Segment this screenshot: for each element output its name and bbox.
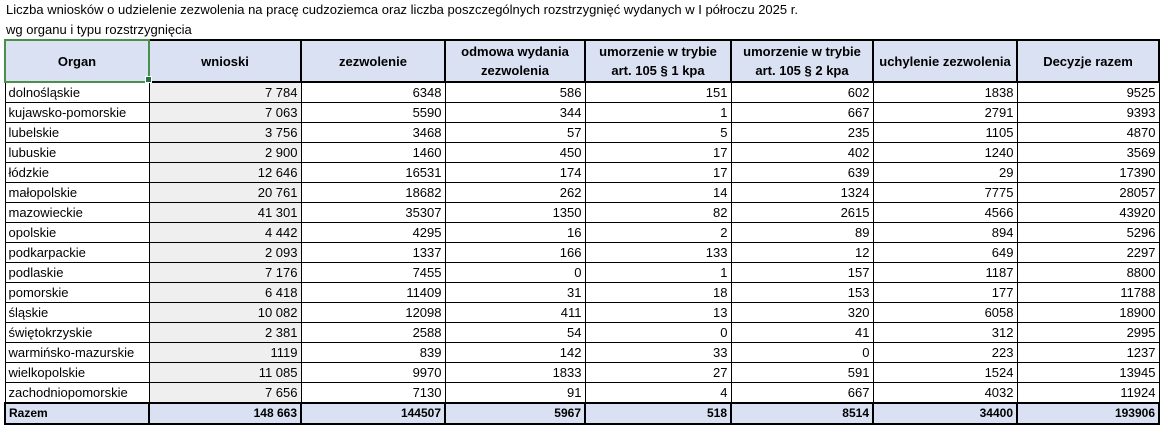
cell-odmowa[interactable]: 174: [445, 163, 585, 183]
cell-odmowa[interactable]: 586: [445, 82, 585, 103]
cell-umorzenie-2[interactable]: 1324: [731, 183, 873, 203]
cell-umorzenie-2[interactable]: 89: [731, 223, 873, 243]
cell-wnioski[interactable]: 2 381: [149, 323, 301, 343]
cell-uchylenie[interactable]: 6058: [873, 303, 1017, 323]
table-row: [5, 123, 1159, 143]
selection-fill-handle[interactable]: [145, 76, 152, 83]
cell-odmowa[interactable]: 166: [445, 243, 585, 263]
cell-wnioski[interactable]: 10 082: [149, 303, 301, 323]
cell-decyzje[interactable]: 43920: [1017, 203, 1159, 223]
header-zezwolenie[interactable]: zezwolenie: [301, 40, 445, 82]
table-row: [5, 223, 1159, 243]
cell-decyzje[interactable]: 9525: [1017, 82, 1159, 103]
cell-wnioski[interactable]: 12 646: [149, 163, 301, 183]
cell-decyzje[interactable]: 3569: [1017, 143, 1159, 163]
table-row: [5, 183, 1159, 203]
cell-odmowa[interactable]: 0: [445, 263, 585, 283]
cell-organ[interactable]: zachodniopomorskie: [5, 383, 149, 404]
cell-decyzje[interactable]: 8800: [1017, 263, 1159, 283]
cell-odmowa[interactable]: 411: [445, 303, 585, 323]
cell-umorzenie-1[interactable]: 17: [585, 163, 731, 183]
cell-decyzje[interactable]: 2995: [1017, 323, 1159, 343]
cell-umorzenie-1[interactable]: 18: [585, 283, 731, 303]
header-organ[interactable]: Organ: [5, 40, 149, 82]
cell-organ[interactable]: opolskie: [5, 223, 149, 243]
cell-odmowa[interactable]: 450: [445, 143, 585, 163]
cell-decyzje[interactable]: 17390: [1017, 163, 1159, 183]
cell-zezwolenie[interactable]: 9970: [301, 363, 445, 383]
cell-uchylenie[interactable]: 1240: [873, 143, 1017, 163]
cell-uchylenie[interactable]: 2791: [873, 103, 1017, 123]
cell-organ[interactable]: mazowieckie: [5, 203, 149, 223]
table-row: [5, 323, 1159, 343]
cell-zezwolenie[interactable]: 18682: [301, 183, 445, 203]
cell-zezwolenie[interactable]: 2588: [301, 323, 445, 343]
cell-uchylenie[interactable]: 4566: [873, 203, 1017, 223]
cell-zezwolenie[interactable]: 839: [301, 343, 445, 363]
cell-uchylenie[interactable]: 1105: [873, 123, 1017, 143]
cell-umorzenie-2[interactable]: 320: [731, 303, 873, 323]
total-uchylenie[interactable]: 34400: [873, 403, 1017, 424]
total-label[interactable]: Razem: [5, 403, 149, 424]
table-row: [5, 263, 1159, 283]
cell-umorzenie-1[interactable]: 0: [585, 323, 731, 343]
cell-umorzenie-1[interactable]: 151: [585, 82, 731, 103]
cell-umorzenie-1[interactable]: 2: [585, 223, 731, 243]
data-table: [4, 39, 1160, 425]
cell-organ[interactable]: małopolskie: [5, 183, 149, 203]
cell-organ[interactable]: śląskie: [5, 303, 149, 323]
cell-umorzenie-1[interactable]: 1: [585, 103, 731, 123]
table-row: [5, 82, 1159, 103]
cell-decyzje[interactable]: 28057: [1017, 183, 1159, 203]
cell-umorzenie-2[interactable]: 157: [731, 263, 873, 283]
cell-organ[interactable]: podkarpackie: [5, 243, 149, 263]
cell-umorzenie-2[interactable]: 235: [731, 123, 873, 143]
cell-wnioski[interactable]: 1119: [149, 343, 301, 363]
table-row: [5, 363, 1159, 383]
cell-organ[interactable]: lubelskie: [5, 123, 149, 143]
table-row: [5, 343, 1159, 363]
cell-odmowa[interactable]: 31: [445, 283, 585, 303]
header-uchylenie[interactable]: uchylenie zezwolenia: [873, 40, 1017, 82]
cell-umorzenie-2[interactable]: 602: [731, 82, 873, 103]
cell-decyzje[interactable]: 4870: [1017, 123, 1159, 143]
cell-zezwolenie[interactable]: 5590: [301, 103, 445, 123]
cell-umorzenie-1[interactable]: 82: [585, 203, 731, 223]
table-row: [5, 383, 1159, 404]
header-decyzje[interactable]: Decyzje razem: [1017, 40, 1159, 82]
cell-wnioski[interactable]: 11 085: [149, 363, 301, 383]
cell-decyzje[interactable]: 11924: [1017, 383, 1159, 404]
table-row: [5, 163, 1159, 183]
cell-uchylenie[interactable]: 7775: [873, 183, 1017, 203]
cell-decyzje[interactable]: 2297: [1017, 243, 1159, 263]
cell-zezwolenie[interactable]: 6348: [301, 82, 445, 103]
cell-zezwolenie[interactable]: 3468: [301, 123, 445, 143]
total-row: [5, 403, 1159, 424]
cell-zezwolenie[interactable]: 7130: [301, 383, 445, 404]
cell-umorzenie-1[interactable]: 4: [585, 383, 731, 404]
cell-umorzenie-2[interactable]: 0: [731, 343, 873, 363]
cell-uchylenie[interactable]: 312: [873, 323, 1017, 343]
cell-umorzenie-1[interactable]: 33: [585, 343, 731, 363]
total-odmowa[interactable]: 5967: [445, 403, 585, 424]
cell-umorzenie-2[interactable]: 667: [731, 103, 873, 123]
header-umorzenie-1[interactable]: umorzenie w trybie art. 105 § 1 kpa: [585, 40, 731, 82]
cell-odmowa[interactable]: 142: [445, 343, 585, 363]
cell-umorzenie-2[interactable]: 153: [731, 283, 873, 303]
cell-umorzenie-2[interactable]: 667: [731, 383, 873, 404]
cell-wnioski[interactable]: 7 656: [149, 383, 301, 404]
table-row: [5, 103, 1159, 123]
cell-organ[interactable]: podlaskie: [5, 263, 149, 283]
table-row: [5, 303, 1159, 323]
cell-uchylenie[interactable]: 223: [873, 343, 1017, 363]
cell-uchylenie[interactable]: 1187: [873, 263, 1017, 283]
cell-umorzenie-1[interactable]: 13: [585, 303, 731, 323]
cell-zezwolenie[interactable]: 1460: [301, 143, 445, 163]
cell-decyzje[interactable]: 9393: [1017, 103, 1159, 123]
table-title[interactable]: Liczba wniosków o udzielenie zezwolenia na pracę cudzoziemca oraz liczba poszczególnych rozstrzygnięć wydanych w I półroczu 2025 r.: [6, 2, 798, 17]
cell-umorzenie-1[interactable]: 1: [585, 263, 731, 283]
cell-wnioski[interactable]: 4 442: [149, 223, 301, 243]
cell-zezwolenie[interactable]: 11409: [301, 283, 445, 303]
cell-umorzenie-1[interactable]: 133: [585, 243, 731, 263]
cell-organ[interactable]: warmińsko-mazurskie: [5, 343, 149, 363]
cell-wnioski[interactable]: 2 093: [149, 243, 301, 263]
cell-decyzje[interactable]: 13945: [1017, 363, 1159, 383]
table-subtitle[interactable]: wg organu i typu rozstrzygnięcia: [6, 22, 192, 37]
table-row: [5, 203, 1159, 223]
cell-decyzje[interactable]: 1237: [1017, 343, 1159, 363]
total-umorzenie-2[interactable]: 8514: [731, 403, 873, 424]
cell-odmowa[interactable]: 16: [445, 223, 585, 243]
cell-umorzenie-2[interactable]: 41: [731, 323, 873, 343]
cell-zezwolenie[interactable]: 4295: [301, 223, 445, 243]
total-umorzenie-1[interactable]: 518: [585, 403, 731, 424]
table-row: [5, 283, 1159, 303]
cell-umorzenie-2[interactable]: 591: [731, 363, 873, 383]
header-umorzenie-2[interactable]: umorzenie w trybie art. 105 § 2 kpa: [731, 40, 873, 82]
cell-uchylenie[interactable]: 29: [873, 163, 1017, 183]
cell-organ[interactable]: pomorskie: [5, 283, 149, 303]
cell-umorzenie-1[interactable]: 27: [585, 363, 731, 383]
cell-uchylenie[interactable]: 1524: [873, 363, 1017, 383]
cell-umorzenie-1[interactable]: 5: [585, 123, 731, 143]
cell-organ[interactable]: wielkopolskie: [5, 363, 149, 383]
cell-organ[interactable]: świętokrzyskie: [5, 323, 149, 343]
table-row: [5, 243, 1159, 263]
cell-wnioski[interactable]: 3 756: [149, 123, 301, 143]
cell-umorzenie-1[interactable]: 17: [585, 143, 731, 163]
cell-uchylenie[interactable]: 4032: [873, 383, 1017, 404]
cell-wnioski[interactable]: 7 063: [149, 103, 301, 123]
cell-uchylenie[interactable]: 177: [873, 283, 1017, 303]
total-wnioski[interactable]: 148 663: [149, 403, 301, 424]
cell-odmowa[interactable]: 57: [445, 123, 585, 143]
cell-odmowa[interactable]: 54: [445, 323, 585, 343]
cell-organ[interactable]: łódzkie: [5, 163, 149, 183]
total-zezwolenie[interactable]: 144507: [301, 403, 445, 424]
cell-organ[interactable]: kujawsko-pomorskie: [5, 103, 149, 123]
cell-odmowa[interactable]: 1833: [445, 363, 585, 383]
cell-uchylenie[interactable]: 894: [873, 223, 1017, 243]
cell-decyzje[interactable]: 18900: [1017, 303, 1159, 323]
cell-organ[interactable]: dolnośląskie: [5, 82, 149, 103]
cell-wnioski[interactable]: 7 784: [149, 82, 301, 103]
cell-wnioski[interactable]: 2 900: [149, 143, 301, 163]
total-decyzje[interactable]: 193906: [1017, 403, 1159, 424]
cell-zezwolenie[interactable]: 35307: [301, 203, 445, 223]
cell-wnioski[interactable]: 41 301: [149, 203, 301, 223]
cell-umorzenie-2[interactable]: 639: [731, 163, 873, 183]
cell-umorzenie-2[interactable]: 2615: [731, 203, 873, 223]
cell-organ[interactable]: lubuskie: [5, 143, 149, 163]
cell-uchylenie[interactable]: 1838: [873, 82, 1017, 103]
cell-zezwolenie[interactable]: 12098: [301, 303, 445, 323]
header-row: [5, 40, 1159, 82]
cell-wnioski[interactable]: 6 418: [149, 283, 301, 303]
cell-umorzenie-1[interactable]: 14: [585, 183, 731, 203]
cell-umorzenie-2[interactable]: 402: [731, 143, 873, 163]
cell-odmowa[interactable]: 91: [445, 383, 585, 404]
cell-odmowa[interactable]: 1350: [445, 203, 585, 223]
cell-decyzje[interactable]: 5296: [1017, 223, 1159, 243]
cell-umorzenie-2[interactable]: 12: [731, 243, 873, 263]
cell-decyzje[interactable]: 11788: [1017, 283, 1159, 303]
cell-odmowa[interactable]: 262: [445, 183, 585, 203]
header-odmowa[interactable]: odmowa wydania zezwolenia: [445, 40, 585, 82]
cell-zezwolenie[interactable]: 7455: [301, 263, 445, 283]
table-row: [5, 143, 1159, 163]
cell-wnioski[interactable]: 20 761: [149, 183, 301, 203]
cell-zezwolenie[interactable]: 16531: [301, 163, 445, 183]
cell-uchylenie[interactable]: 649: [873, 243, 1017, 263]
cell-wnioski[interactable]: 7 176: [149, 263, 301, 283]
cell-zezwolenie[interactable]: 1337: [301, 243, 445, 263]
header-wnioski[interactable]: wnioski: [149, 40, 301, 82]
cell-odmowa[interactable]: 344: [445, 103, 585, 123]
